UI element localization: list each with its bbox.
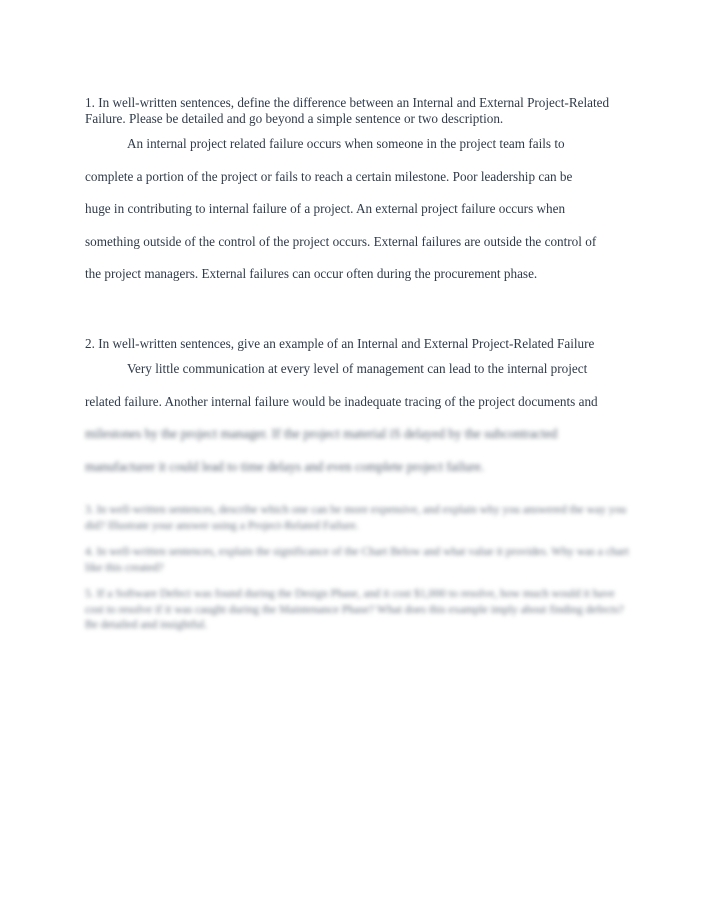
question-2-answer <box>85 353 635 483</box>
answer-line: Very little communication at every level of management can lead to the internal project <box>127 361 588 376</box>
answer-line: something outside of the control of the project occurs. External failures are outside the control of <box>85 233 597 249</box>
answer-line: related failure. Another internal failure would be inadequate tracing of the project documents and <box>85 393 598 409</box>
answer-line: the project managers. External failures can occur often during the procurement phase. <box>85 266 538 281</box>
question-3-prompt: 3. In well-written sentences, describe which one can be more expensive, and explain why you answered the way you did? Illustrate your answer using a Project-Related Failure. <box>85 503 627 532</box>
question-4-prompt: 4. In well-written sentences, explain the significance of the Chart Below and what value it provides. Why was a chart like this created? <box>85 545 629 574</box>
question-1-answer <box>85 128 635 291</box>
answer-line-blurred: milestones by the project manager. If the project material iS delayed by the subcontracted <box>85 426 558 441</box>
answer-line-blurred: manufacturer it could lead to time delays and even complete project failure. <box>85 458 485 474</box>
question-1-prompt: 1. In well-written sentences, define the difference between an Internal and External Project-Related Failure. Please be detailed and go beyond a simple sentence or two description. <box>85 95 610 126</box>
answer-line: huge in contributing to internal failure of a project. An external project failure occurs when <box>85 201 566 216</box>
answer-line: An internal project related failure occurs when someone in the project team fails to <box>127 136 565 151</box>
question-5-prompt: 5. If a Software Defect was found during the Design Phase, and it cost $1,000 to resolve, how much would it have cost to resolve if it was caught during the Maintenance Phase? What does this example imply about finding defects? Be detailed and insightful. <box>85 587 624 631</box>
question-2-prompt: 2. In well-written sentences, give an example of an Internal and External Project-Related Failure <box>85 336 595 351</box>
answer-line: complete a portion of the project or fails to reach a certain milestone. Poor leadership can be <box>85 168 573 184</box>
